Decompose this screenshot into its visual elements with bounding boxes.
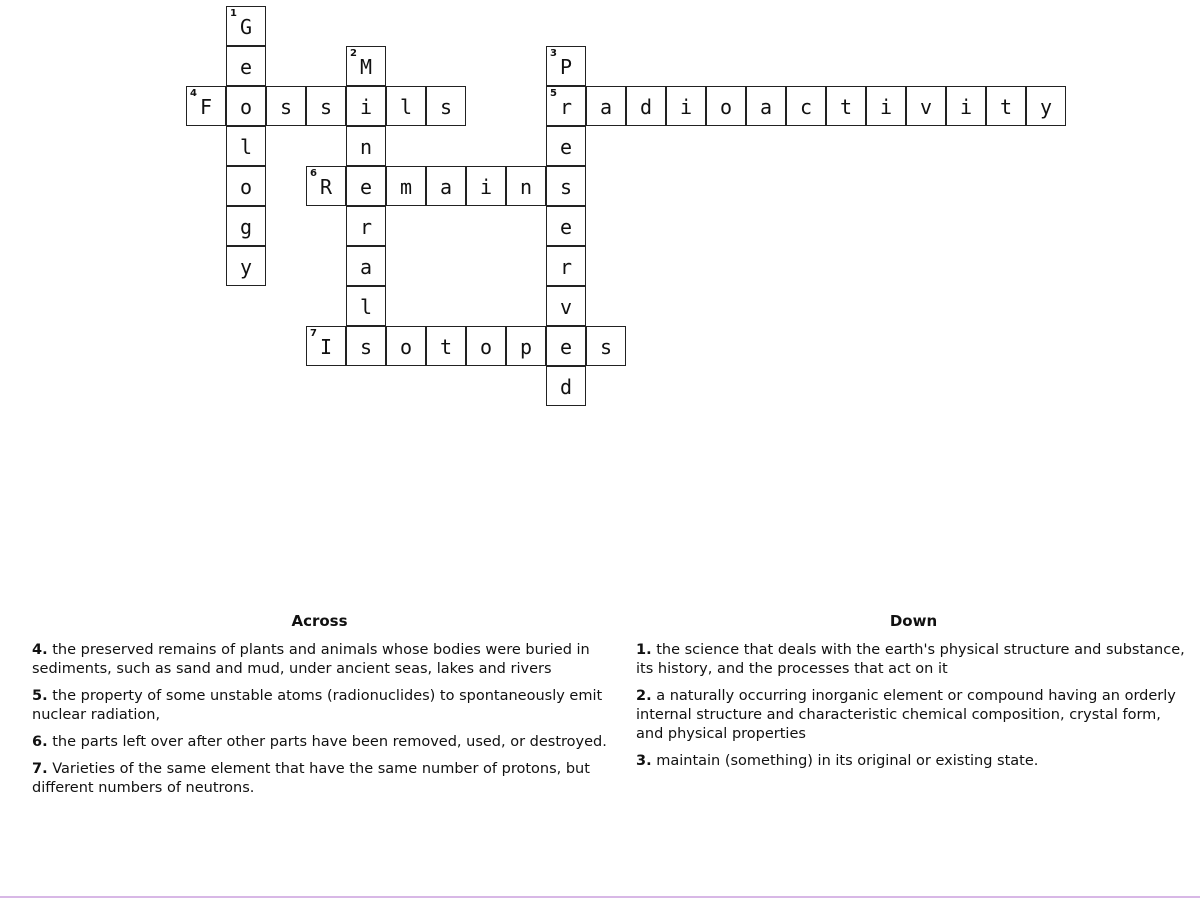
grid-cell[interactable] bbox=[226, 46, 266, 86]
cell-letter: m bbox=[399, 175, 413, 199]
grid-cell[interactable] bbox=[306, 166, 346, 206]
cell-letter: G bbox=[239, 15, 253, 39]
clue-across-6 bbox=[32, 733, 607, 752]
grid-cell[interactable] bbox=[226, 246, 266, 286]
clue-down-1 bbox=[636, 641, 1191, 679]
grid-cell[interactable] bbox=[226, 126, 266, 166]
cell-letter: o bbox=[719, 95, 733, 119]
cell-letter: e bbox=[559, 135, 573, 159]
cell-letter: y bbox=[1039, 95, 1053, 119]
cell-letter: o bbox=[399, 335, 413, 359]
grid-cell[interactable] bbox=[506, 166, 546, 206]
clue-across-5 bbox=[32, 687, 607, 725]
cell-letter: t bbox=[839, 95, 853, 119]
grid-cell[interactable] bbox=[226, 166, 266, 206]
cell-letter: s bbox=[319, 95, 333, 119]
grid-cell[interactable] bbox=[226, 86, 266, 126]
grid-cell[interactable] bbox=[386, 166, 426, 206]
cell-letter: o bbox=[239, 175, 253, 199]
grid-cell[interactable] bbox=[386, 86, 426, 126]
cell-letter: s bbox=[439, 95, 453, 119]
cell-letter: e bbox=[359, 175, 373, 199]
grid-cell[interactable] bbox=[706, 86, 746, 126]
crossword-grid bbox=[0, 0, 1200, 420]
clue-number: 6. bbox=[32, 734, 48, 750]
cell-letter: v bbox=[919, 95, 933, 119]
grid-cell[interactable] bbox=[626, 86, 666, 126]
grid-cell[interactable] bbox=[546, 366, 586, 406]
cell-letter: d bbox=[559, 375, 573, 399]
clue-number: 7. bbox=[32, 761, 48, 777]
cell-letter: a bbox=[359, 255, 373, 279]
grid-cell[interactable] bbox=[746, 86, 786, 126]
cell-letter: o bbox=[239, 95, 253, 119]
grid-cell[interactable] bbox=[346, 166, 386, 206]
clue-text: Varieties of the same element that have the same number of protons, but different numbers of neutrons. bbox=[32, 761, 590, 796]
cell-letter: n bbox=[519, 175, 533, 199]
clue-across-4 bbox=[32, 641, 607, 679]
cell-letter: r bbox=[559, 95, 573, 119]
grid-cell[interactable] bbox=[306, 326, 346, 366]
cell-number: 2 bbox=[350, 48, 357, 59]
clue-down-3 bbox=[636, 752, 1191, 771]
clue-text: a naturally occurring inorganic element or compound having an orderly internal structure and characteristic chemical composition, crystal form, and physical properties bbox=[636, 688, 1176, 742]
page-bottom-rule bbox=[0, 896, 1200, 898]
grid-cell[interactable] bbox=[546, 286, 586, 326]
grid-cell[interactable] bbox=[346, 246, 386, 286]
grid-cell[interactable] bbox=[666, 86, 706, 126]
grid-cell[interactable] bbox=[546, 166, 586, 206]
clue-across-7 bbox=[32, 760, 607, 798]
grid-cell[interactable] bbox=[546, 206, 586, 246]
grid-cell[interactable] bbox=[346, 86, 386, 126]
cell-letter: l bbox=[399, 95, 413, 119]
grid-cell[interactable] bbox=[266, 86, 306, 126]
grid-cell[interactable] bbox=[386, 326, 426, 366]
grid-cell[interactable] bbox=[906, 86, 946, 126]
grid-cell[interactable] bbox=[346, 326, 386, 366]
grid-cell[interactable] bbox=[786, 86, 826, 126]
grid-cell[interactable] bbox=[586, 86, 626, 126]
cell-letter: p bbox=[519, 335, 533, 359]
grid-cell[interactable] bbox=[586, 326, 626, 366]
down-heading: Down bbox=[889, 612, 938, 630]
cell-letter: t bbox=[439, 335, 453, 359]
cell-letter: a bbox=[439, 175, 453, 199]
grid-cell[interactable] bbox=[1026, 86, 1066, 126]
grid-cell[interactable] bbox=[226, 206, 266, 246]
cell-letter: s bbox=[359, 335, 373, 359]
cell-letter: v bbox=[559, 295, 573, 319]
cell-letter: o bbox=[479, 335, 493, 359]
cell-number: 7 bbox=[310, 328, 317, 339]
across-heading: Across bbox=[291, 612, 348, 630]
clue-number: 2. bbox=[636, 688, 652, 704]
grid-cell[interactable] bbox=[546, 126, 586, 166]
cell-letter: a bbox=[599, 95, 613, 119]
clue-number: 1. bbox=[636, 642, 652, 658]
cell-letter: d bbox=[639, 95, 653, 119]
cell-letter: e bbox=[239, 55, 253, 79]
cell-letter: e bbox=[559, 215, 573, 239]
cell-letter: i bbox=[479, 175, 493, 199]
cell-letter: r bbox=[359, 215, 373, 239]
cell-letter: R bbox=[319, 175, 333, 199]
grid-cell[interactable] bbox=[346, 286, 386, 326]
cell-letter: i bbox=[679, 95, 693, 119]
cell-letter: s bbox=[599, 335, 613, 359]
cell-letter: s bbox=[559, 175, 573, 199]
grid-cell[interactable] bbox=[546, 326, 586, 366]
grid-cell[interactable] bbox=[466, 166, 506, 206]
grid-cell[interactable] bbox=[426, 326, 466, 366]
grid-cell[interactable] bbox=[546, 86, 586, 126]
cell-number: 3 bbox=[550, 48, 557, 59]
grid-cell[interactable] bbox=[546, 246, 586, 286]
cell-number: 6 bbox=[310, 168, 317, 179]
cell-letter: i bbox=[359, 95, 373, 119]
cell-letter: M bbox=[359, 55, 373, 79]
clue-text: the parts left over after other parts have been removed, used, or destroyed. bbox=[52, 734, 607, 750]
grid-cell[interactable] bbox=[426, 166, 466, 206]
grid-cell[interactable] bbox=[986, 86, 1026, 126]
cell-letter: l bbox=[359, 295, 373, 319]
grid-cell[interactable] bbox=[306, 86, 346, 126]
cell-letter: P bbox=[559, 55, 573, 79]
grid-cell[interactable] bbox=[346, 206, 386, 246]
cell-number: 4 bbox=[190, 88, 197, 99]
clue-text: the preserved remains of plants and animals whose bodies were buried in sediments, such as sand and mud, under ancient seas, lakes and rivers bbox=[32, 642, 590, 677]
clue-text: the property of some unstable atoms (radionuclides) to spontaneously emit nuclear radiation, bbox=[32, 688, 603, 723]
grid-cell[interactable] bbox=[346, 126, 386, 166]
cell-letter: l bbox=[239, 135, 253, 159]
cell-letter: c bbox=[799, 95, 813, 119]
clue-number: 4. bbox=[32, 642, 48, 658]
grid-cell[interactable] bbox=[226, 6, 266, 46]
clue-number: 5. bbox=[32, 688, 48, 704]
grid-cell[interactable] bbox=[186, 86, 226, 126]
cell-number: 1 bbox=[230, 8, 237, 19]
cell-letter: F bbox=[199, 95, 213, 119]
cell-letter: g bbox=[239, 215, 253, 239]
cell-letter: t bbox=[999, 95, 1013, 119]
grid-cell[interactable] bbox=[426, 86, 466, 126]
cell-letter: e bbox=[559, 335, 573, 359]
grid-cell[interactable] bbox=[826, 86, 866, 126]
cell-number: 5 bbox=[550, 88, 557, 99]
cell-letter: i bbox=[879, 95, 893, 119]
grid-cell[interactable] bbox=[506, 326, 546, 366]
down-clues bbox=[636, 612, 1191, 779]
grid-cell[interactable] bbox=[946, 86, 986, 126]
cell-letter: a bbox=[759, 95, 773, 119]
grid-cell[interactable] bbox=[466, 326, 506, 366]
grid-cell[interactable] bbox=[866, 86, 906, 126]
cell-letter: y bbox=[239, 255, 253, 279]
clue-text: maintain (something) in its original or existing state. bbox=[656, 753, 1039, 769]
clue-text: the science that deals with the earth's physical structure and substance, its history, and the processes that act on it bbox=[636, 642, 1185, 677]
cell-letter: n bbox=[359, 135, 373, 159]
across-clues bbox=[32, 612, 607, 806]
cell-letter: s bbox=[279, 95, 293, 119]
clue-down-2 bbox=[636, 687, 1191, 744]
cell-letter: r bbox=[559, 255, 573, 279]
cell-letter: I bbox=[319, 335, 333, 359]
cell-letter: i bbox=[959, 95, 973, 119]
grid-cell[interactable] bbox=[346, 46, 386, 86]
clue-number: 3. bbox=[636, 753, 652, 769]
grid-cell[interactable] bbox=[546, 46, 586, 86]
